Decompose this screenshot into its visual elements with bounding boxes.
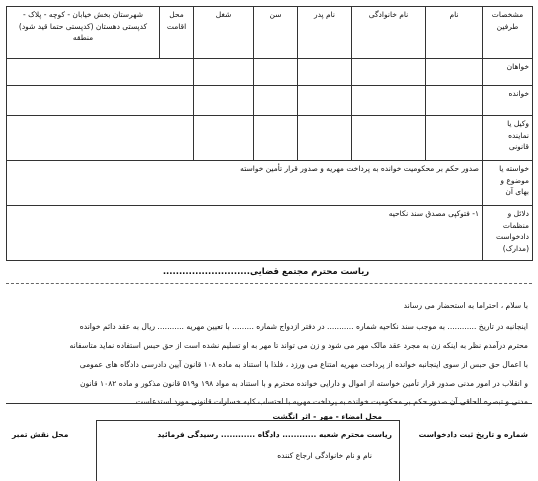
header-age: سن [254,7,298,59]
evidence-row [7,206,533,261]
plaintiff-family-field[interactable] [352,59,426,86]
defendant-row [7,86,533,116]
referrer-label: نام و نام خانوادگی ارجاع کننده [277,451,372,460]
evidence-label: دلائل و منظمات دادخواست (مدارک) [483,206,533,261]
lawyer-name-field[interactable] [426,116,483,161]
evidence-text: ۱- فتوکپی مصدق سند نکاحیه [7,206,483,261]
divider [6,283,532,284]
branch-text: ریاست محترم شعبه ............ دادگاه ............ رسیدگی فرمائید [157,430,392,439]
letter-line-1: اینجانبه در تاریخ ............ به موجب سند نکاحیه شماره ........... در دفتر ازدواج شماره ......... با تعیین مهریه ........... ریال به عقد دائم خوانده [79,322,528,331]
stamp-divider [96,420,97,481]
defendant-age-field[interactable] [254,86,298,116]
lawyer-row [7,116,533,161]
signature-area: محل امضاء - مهر - اثر انگشت [272,412,382,421]
footer-rule [96,420,399,421]
defendant-name-field[interactable] [426,86,483,116]
lawyer-father-field[interactable] [298,116,352,161]
stamp-area: محل نقش تمبر [12,430,69,439]
plaintiff-row [7,59,533,86]
header-family: نام خانوادگی [352,7,426,59]
plaintiff-job-field[interactable] [194,59,254,86]
letter-line-2: محترم درآمدم نظر به اینکه زن به مجرد عقد مالک مهر می شود و زن می تواند تا مهر به او تسلیم نشده است از حق حبس استفاده نماید متاسفانه [69,341,528,350]
defendant-address-field[interactable] [7,86,194,116]
plaintiff-label: خواهان [483,59,533,86]
plaintiff-name-field[interactable] [426,59,483,86]
letter-line-3: با اعمال حق حبس از سوی اینجانبه خوانده از پرداخت مهریه امتناع می ورزد ، فلذا با استناد به ماده ۱۰۸ قانون آیین دادرسی دادگاه های عمومی [79,360,528,369]
header-address: شهرستان بخش خیابان - کوچه - پلاک - کدپستی دهستان (کدپستی حتما قید شود) منطقه [7,7,160,59]
header-father: نام پدر [298,7,352,59]
registry-divider [399,420,400,481]
letter-greeting: با سلام ، احتراما به استحضار می رساند [403,301,528,310]
header-specs: مشخصات طرفین [483,7,533,59]
plaintiff-age-field[interactable] [254,59,298,86]
lawyer-job-field[interactable] [194,116,254,161]
lawyer-label: وکیل یا نماینده قانونی [483,116,533,161]
parties-table [6,6,533,261]
plaintiff-father-field[interactable] [298,59,352,86]
request-text: صدور حکم بر محکومیت خوانده به پرداخت مهریه و صدور قرار تأمین خواسته [7,161,483,206]
defendant-job-field[interactable] [194,86,254,116]
request-row [7,161,533,206]
lawyer-address-field[interactable] [7,116,194,161]
lawyer-family-field[interactable] [352,116,426,161]
defendant-father-field[interactable] [298,86,352,116]
plaintiff-address-field[interactable] [7,59,194,86]
letter-line-5: مدنی و تبصره الحاقی آن صدور حکم بر محکومیت خوانده به پرداخت مهریه با احتساب کلیه خسارات قانونی مورد استدعاست. [133,397,528,406]
registry-label: شماره و تاریخ ثبت دادخواست [418,430,528,439]
defendant-label: خوانده [483,86,533,116]
header-residence: محل اقامت [160,7,194,59]
header-name: نام [426,7,483,59]
letter-line-4: و انقلاب در امور مدنی صدور قرار تأمین خواسته از اموال و دارایی خوانده محترم و با استناد به مواد ۱۹۸ و۵۱۹ قانون مذکور و ماده ۱۰۸۲ قانون [80,379,528,388]
lawyer-age-field[interactable] [254,116,298,161]
letter-title: ریاست محترم مجتمع قضایی........................... [162,267,370,277]
request-label: خواسته یا موضوع و بهای آن [483,161,533,206]
header-job: شغل [194,7,254,59]
defendant-family-field[interactable] [352,86,426,116]
footer-block [6,403,532,481]
header-row [7,7,533,59]
